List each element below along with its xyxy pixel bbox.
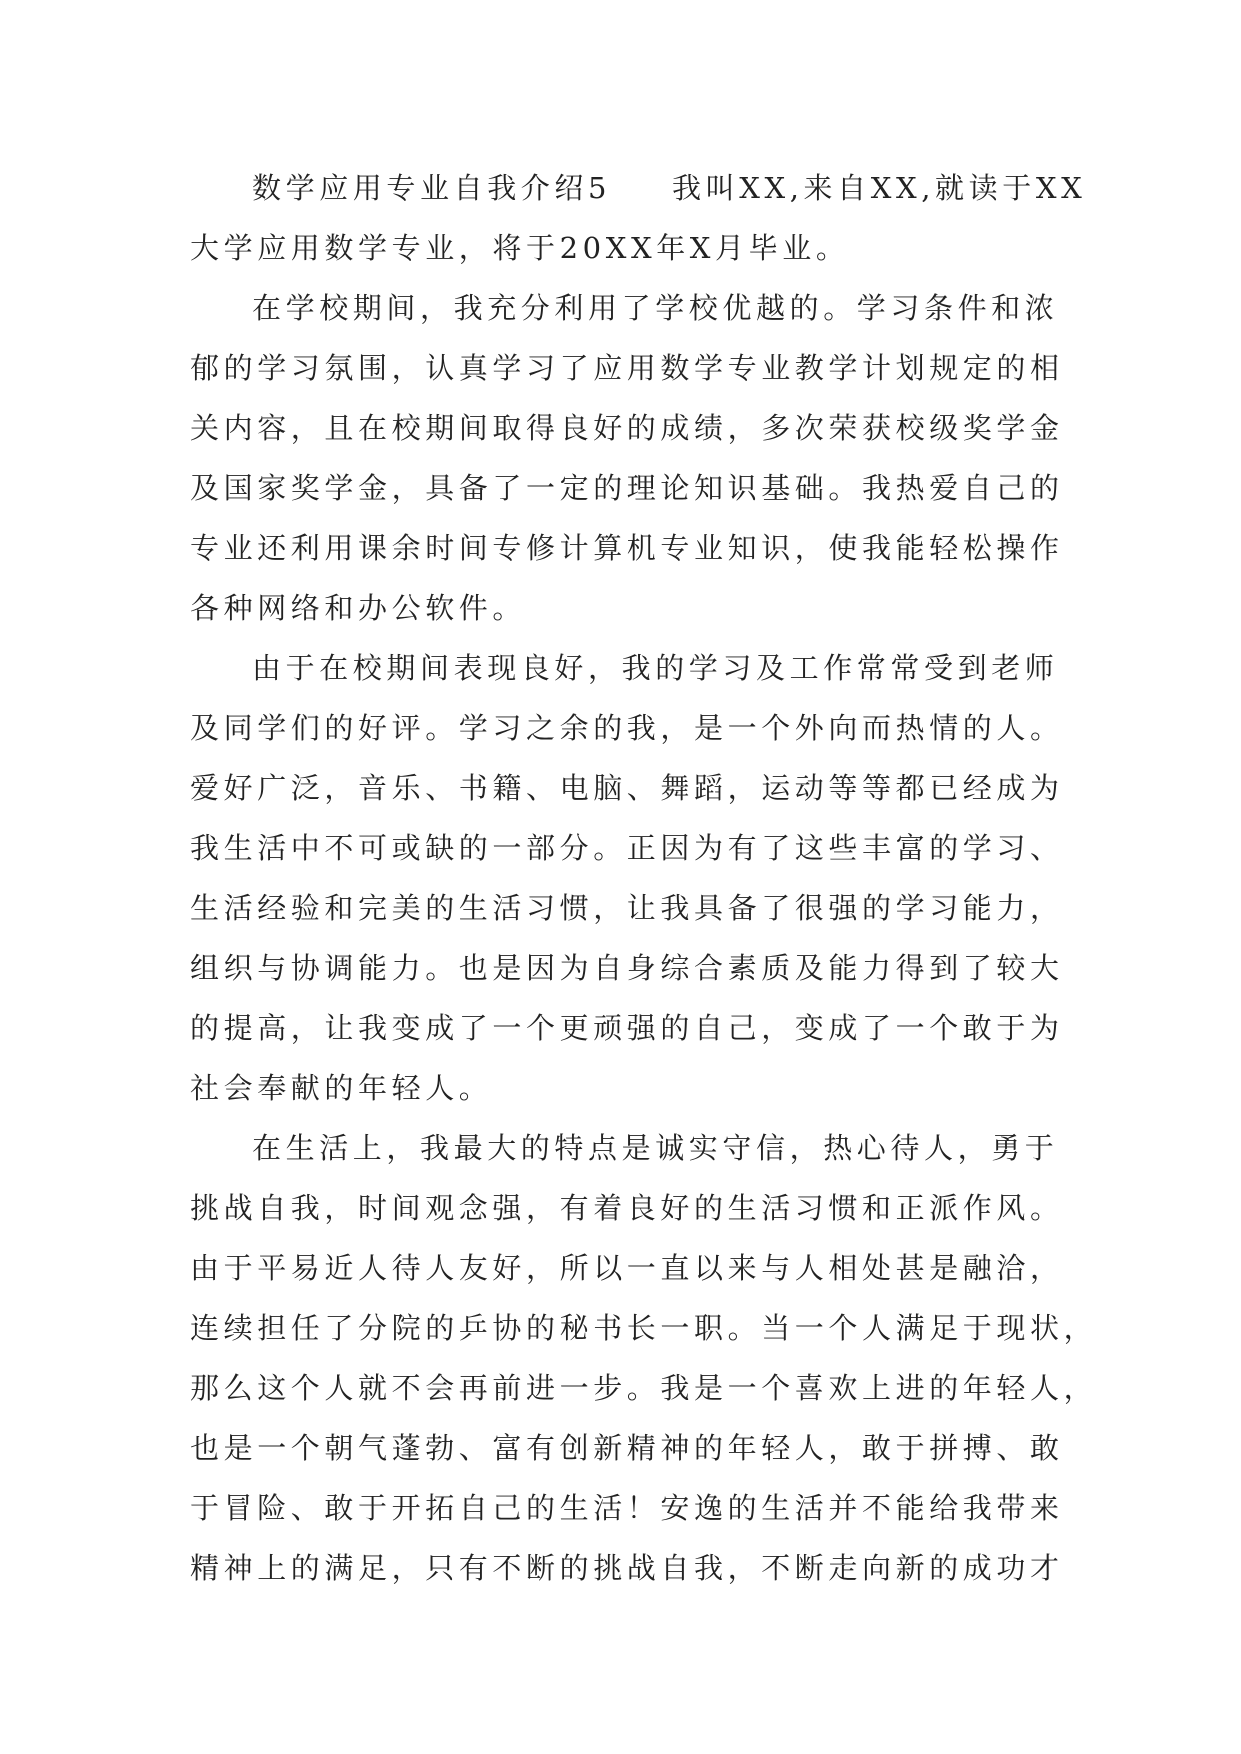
text-line: 在生活上，我最大的特点是诚实守信，热心待人，勇于 [252,1131,1059,1165]
text-line: 及国家奖学金，具备了一定的理论知识基础。我热爱自己的 [190,471,1064,505]
title-line [190,158,1087,218]
text-line: 挑战自我，时间观念强，有着良好的生活习惯和正派作风。 [190,1191,1064,1225]
document-title: 数学应用专业自我介绍5 [252,171,612,205]
text-line: 关内容，且在校期间取得良好的成绩，多次荣获校级奖学金 [190,411,1064,445]
text-line: 精神上的满足，只有不断的挑战自我，不断走向新的成功才 [190,1551,1064,1585]
text-line: 连续担任了分院的乒协的秘书长一职。当一个人满足于现状， [190,1311,1098,1345]
text-line: 由于在校期间表现良好，我的学习及工作常常受到老师 [252,651,1059,685]
document-body [190,158,1098,1598]
text-line: 组织与协调能力。也是因为自身综合素质及能力得到了较大 [190,951,1064,985]
text-line: 及同学们的好评。学习之余的我，是一个外向而热情的人。 [190,711,1064,745]
text-line: 大学应用数学专业，将于20XX年X月毕业。 [190,231,850,265]
text-line: 也是一个朝气蓬勃、富有创新精神的年轻人，敢于拼搏、敢 [190,1431,1064,1465]
intro-first-line: 我叫XX,来自XX,就读于XX [672,171,1087,205]
text-line: 在学校期间，我充分利用了学校优越的。学习条件和浓 [252,291,1059,325]
text-line: 于冒险、敢于开拓自己的生活！安逸的生活并不能给我带来 [190,1491,1064,1525]
text-line: 我生活中不可或缺的一部分。正因为有了这些丰富的学习、 [190,831,1064,865]
text-line: 由于平易近人待人友好，所以一直以来与人相处甚是融洽， [190,1251,1064,1285]
text-line: 社会奉献的年轻人。 [190,1071,493,1105]
text-line: 那么这个人就不会再前进一步。我是一个喜欢上进的年轻人， [190,1371,1098,1405]
text-line: 各种网络和办公软件。 [190,591,527,625]
text-line: 郁的学习氛围，认真学习了应用数学专业教学计划规定的相 [190,351,1064,385]
text-line: 爱好广泛，音乐、书籍、电脑、舞蹈，运动等等都已经成为 [190,771,1064,805]
text-line: 的提高，让我变成了一个更顽强的自己，变成了一个敢于为 [190,1011,1064,1045]
text-line: 生活经验和完美的生活习惯，让我具备了很强的学习能力， [190,891,1064,925]
text-line: 专业还利用课余时间专修计算机专业知识，使我能轻松操作 [190,531,1064,565]
